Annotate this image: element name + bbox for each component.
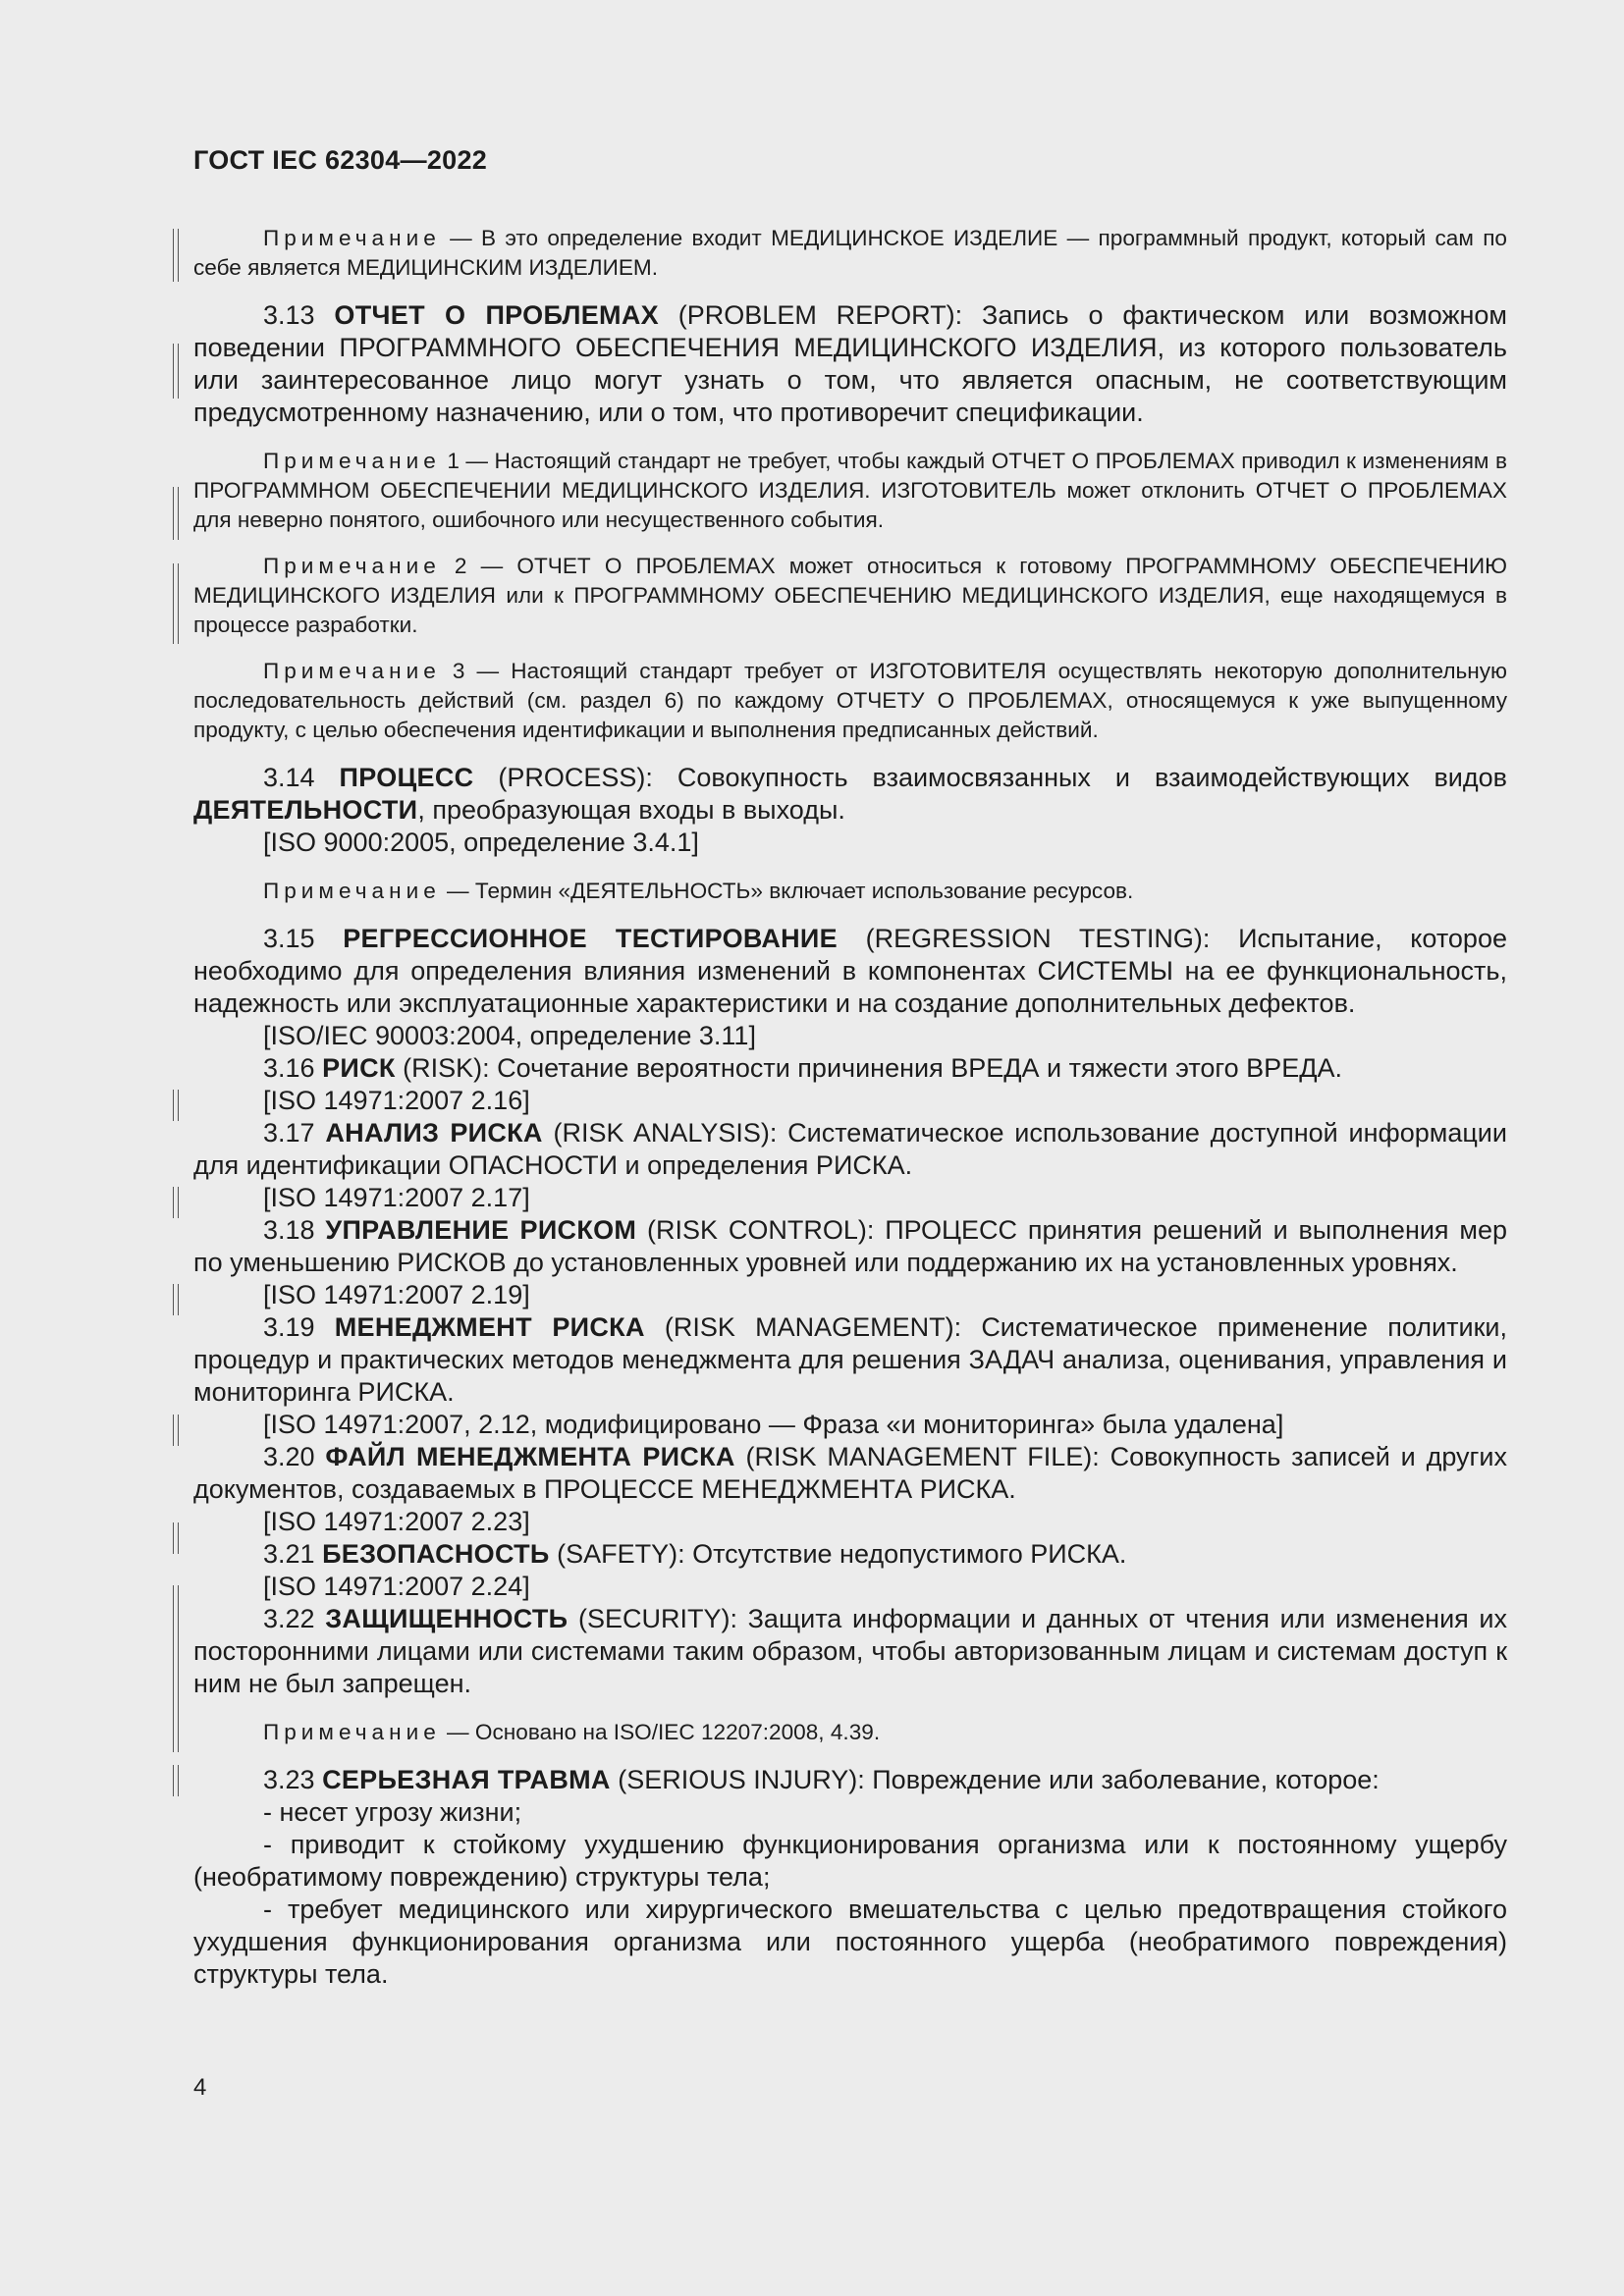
- term: ПРОЦЕСС: [339, 763, 474, 792]
- note-3: Примечание 3 — Настоящий стандарт требует от ИЗГОТОВИТЕЛЯ осуществлять некоторую дополнительную последовательность действий (см. раздел 6) по каждому ОТЧЕТУ О ПРОБЛЕМАХ, относящемуся к уже выпущенному продукту, с целью обеспечения идентификации и выполнения предписанных действий.: [193, 659, 1507, 742]
- page-number: 4: [193, 2074, 207, 2101]
- term: ФАЙЛ МЕНЕДЖМЕНТА РИСКА: [325, 1442, 735, 1471]
- definition-3-21: 3.21 БЕЗОПАСНОСТЬ (SAFETY): Отсутствие недопустимого РИСКА.: [263, 1539, 1127, 1569]
- reference: [ISO 14971:2007 2.17]: [263, 1183, 530, 1212]
- list-item: - несет угрозу жизни;: [263, 1797, 522, 1827]
- definition-3-17: 3.17 АНАЛИЗ РИСКА (RISK ANALYSIS): Систематическое использование доступной информации для идентификации ОПАСНОСТИ и определения РИСКА.: [193, 1118, 1507, 1180]
- reference: [ISO/IEC 90003:2004, определение 3.11]: [263, 1021, 756, 1050]
- list-item: - приводит к стойкому ухудшению функционирования организма или к постоянному ущербу (необратимому повреждению) структуры тела;: [193, 1830, 1507, 1892]
- change-bar: [173, 1284, 179, 1315]
- definition-3-16: 3.16 РИСК (RISK): Сочетание вероятности причинения ВРЕДА и тяжести этого ВРЕДА.: [263, 1053, 1342, 1083]
- document-body: [193, 224, 1507, 1991]
- note-label: Примечание: [263, 449, 441, 473]
- term: СЕРЬЕЗНАЯ ТРАВМА: [322, 1765, 611, 1794]
- reference: [ISO 14971:2007 2.19]: [263, 1280, 530, 1309]
- note: Примечание — В это определение входит МЕДИЦИНСКОЕ ИЗДЕЛИЕ — программный продукт, который сам по себе является МЕДИЦИНСКИМ ИЗДЕЛИЕМ.: [193, 226, 1507, 280]
- definition-3-22: 3.22 ЗАЩИЩЕННОСТЬ (SECURITY): Защита информации и данных от чтения или изменения их посторонними лицами или системами таким образом, чтобы авторизованным лицам и системам доступ к ним не был запрещен.: [193, 1604, 1507, 1698]
- reference: [ISO 14971:2007 2.16]: [263, 1086, 530, 1115]
- change-bar: [173, 229, 179, 282]
- definition-3-19: 3.19 МЕНЕДЖМЕНТ РИСКА (RISK MANAGEMENT): Систематическое применение политики, процедур и практических методов менеджмента для решения ЗАДАЧ анализа, оценивания, управления и мониторинга РИСКА.: [193, 1312, 1507, 1407]
- standard-header: ГОСТ IEC 62304—2022: [193, 145, 488, 175]
- list-item: - требует медицинского или хирургического вмешательства с целью предотвращения стойкого ухудшения функционирования организма или постоянного ущерба (необратимого повреждения) структуры тела.: [193, 1895, 1507, 1989]
- term: МЕНЕДЖМЕНТ РИСКА: [334, 1312, 645, 1342]
- note-label: Примечание: [263, 554, 441, 578]
- term: БЕЗОПАСНОСТЬ: [322, 1539, 550, 1569]
- note: Примечание — Основано на ISO/IEC 12207:2008, 4.39.: [263, 1720, 881, 1744]
- note-2: Примечание 2 — ОТЧЕТ О ПРОБЛЕМАХ может относиться к готовому ПРОГРАММНОМУ ОБЕСПЕЧЕНИЮ МЕДИЦИНСКОГО ИЗДЕЛИЯ или к ПРОГРАММНОМУ ОБЕСПЕЧЕНИЮ МЕДИЦИНСКОГО ИЗДЕЛИЯ, еще находящемуся в процессе разработки.: [193, 554, 1507, 637]
- change-bar: [173, 1765, 179, 1796]
- note-1: Примечание 1 — Настоящий стандарт не требует, чтобы каждый ОТЧЕТ О ПРОБЛЕМАХ приводил к изменениям в ПРОГРАММНОМ ОБЕСПЕЧЕНИИ МЕДИЦИНСКОГО ИЗДЕЛИЯ. ИЗГОТОВИТЕЛЬ может отклонить ОТЧЕТ О ПРОБЛЕМАХ для неверно понятого, ошибочного или несущественного события.: [193, 449, 1507, 532]
- term: РЕГРЕССИОННОЕ ТЕСТИРОВАНИЕ: [343, 924, 838, 953]
- definition-3-18: 3.18 УПРАВЛЕНИЕ РИСКОМ (RISK CONTROL): ПРОЦЕСС принятия решений и выполнения мер по уменьшению РИСКОВ до установленных уровней или поддержанию их на установленных уровнях.: [193, 1215, 1507, 1277]
- note-label: Примечание: [263, 226, 441, 250]
- term: ЗАЩИЩЕННОСТЬ: [325, 1604, 568, 1633]
- change-bar: [173, 563, 179, 644]
- term: ДЕЯТЕЛЬНОСТИ: [193, 795, 418, 825]
- note-label: Примечание: [263, 1720, 441, 1744]
- definition-3-14: 3.14 ПРОЦЕСС (PROCESS): Совокупность взаимосвязанных и взаимодействующих видов ДЕЯТЕЛЬНОСТИ, преобразующая входы в выходы.: [193, 763, 1507, 825]
- reference: [ISO 9000:2005, определение 3.4.1]: [263, 828, 699, 857]
- change-bar: [173, 487, 179, 540]
- reference: [ISO 14971:2007, 2.12, модифицировано — Фраза «и мониторинга» была удалена]: [263, 1410, 1284, 1439]
- reference: [ISO 14971:2007 2.24]: [263, 1572, 530, 1601]
- change-bar: [173, 1522, 179, 1554]
- term: ОТЧЕТ О ПРОБЛЕМАХ: [334, 300, 659, 330]
- term: АНАЛИЗ РИСКА: [325, 1118, 543, 1148]
- definition-3-15: 3.15 РЕГРЕССИОННОЕ ТЕСТИРОВАНИЕ (REGRESSION TESTING): Испытание, которое необходимо для определения влияния изменений в компонентах СИСТЕМЫ на ее функциональность, надежность или эксплуатационные характеристики и на создание дополнительных дефектов.: [193, 924, 1507, 1018]
- term: УПРАВЛЕНИЕ РИСКОМ: [325, 1215, 637, 1245]
- note-label: Примечание: [263, 659, 441, 683]
- change-bar: [173, 1585, 179, 1752]
- change-bar: [173, 1090, 179, 1121]
- term: РИСК: [322, 1053, 396, 1083]
- definition-3-20: 3.20 ФАЙЛ МЕНЕДЖМЕНТА РИСКА (RISK MANAGEMENT FILE): Совокупность записей и других документов, создаваемых в ПРОЦЕССЕ МЕНЕДЖМЕНТА РИСКА.: [193, 1442, 1507, 1504]
- note-label: Примечание: [263, 879, 441, 903]
- reference: [ISO 14971:2007 2.23]: [263, 1507, 530, 1536]
- change-bar: [173, 1415, 179, 1446]
- definition-3-23: 3.23 СЕРЬЕЗНАЯ ТРАВМА (SERIOUS INJURY): Повреждение или заболевание, которое:: [263, 1765, 1380, 1794]
- note: Примечание — Термин «ДЕЯТЕЛЬНОСТЬ» включает использование ресурсов.: [263, 879, 1134, 903]
- definition-3-13: 3.13 ОТЧЕТ О ПРОБЛЕМАХ (PROBLEM REPORT): Запись о фактическом или возможном поведении ПРОГРАММНОГО ОБЕСПЕЧЕНИЯ МЕДИЦИНСКОГО ИЗДЕЛИЯ, из которого пользователь или заинтересованное лицо могут узнать о том, что является опасным, не соответствующим предусмотренному назначению, или о том, что противоречит спецификации.: [193, 300, 1507, 427]
- change-bar: [173, 1187, 179, 1218]
- change-bar: [173, 344, 179, 399]
